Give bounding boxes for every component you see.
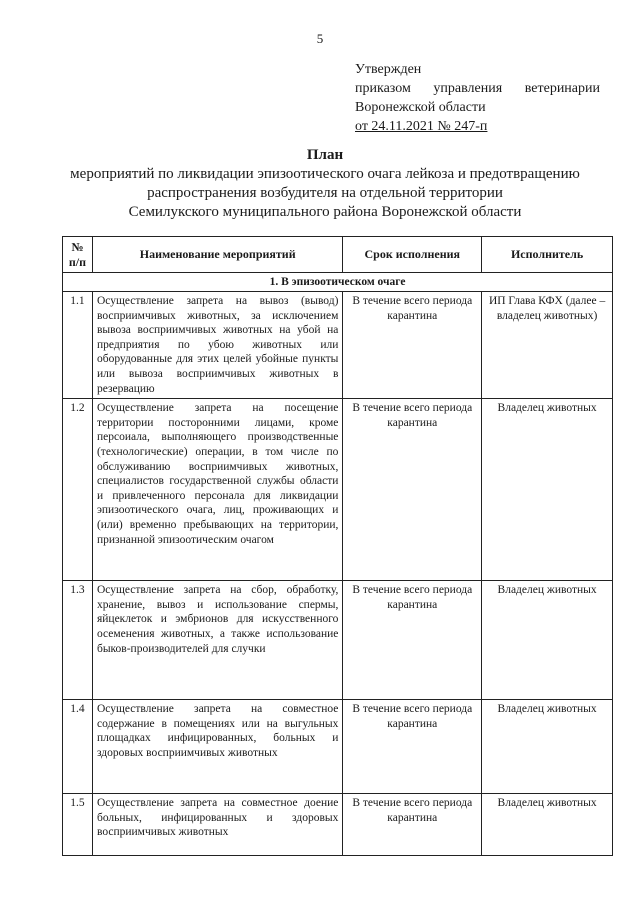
plan-table (62, 236, 613, 856)
table-row (63, 399, 613, 581)
row-executor: Владелец животных (482, 581, 613, 700)
row-name: Осуществление запрета на вывоз (вывод) восприимчивых животных, за исключением вывоза восприимчивых животных на убой на предприятия по убою животных или оборудованные для этих целей убойные пункты или вывоза восприимчивых животных в резервацию (92, 292, 342, 399)
header-term: Срок исполнения (343, 237, 482, 273)
row-name: Осуществление запрета на сбор, обработку, хранение, вывоз и использование спермы, яйцеклеток и эмбрионов для искусственного осеменения животных, а также использование быков-производителей для случки (92, 581, 342, 700)
row-name: Осуществление запрета на посещение территории посторонними лицами, кроме персоиала, выполняющего производственные (технологические) операции, в том числе по обслуживанию восприимчивых животных, специалистов государственной службы области и привлеченного персонала для ликвидации эпизоотического очага, лиц, проживающих и (или) временно пребывающих на территории, признанной эпизоотическим очагом (92, 399, 342, 581)
title-line-3: Семилукского муниципального района Воронежской области (128, 204, 522, 220)
row-executor: ИП Глава КФХ (далее – владелец животных) (482, 292, 613, 399)
row-name: Осуществление запрета на совместное доение больных, инфицированных и здоровых восприимчивых животных (92, 794, 342, 856)
title-line-2: распространения возбудителя на отдельной территории (147, 185, 503, 201)
row-num: 1.1 (63, 292, 93, 399)
table-row (63, 794, 613, 856)
approval-block (355, 60, 600, 136)
row-name: Осуществление запрета на совместное содержание в помещениях или на выгульных площадках инфицированных, больных и здоровых восприимчивых животных (92, 700, 342, 794)
title-line-1: мероприятий по ликвидации эпизоотического очага лейкоза и предотвращению (70, 166, 580, 182)
table-row (63, 700, 613, 794)
table-row (63, 292, 613, 399)
header-name: Наименование мероприятий (92, 237, 342, 273)
section-title: 1. В эпизоотическом очаге (63, 273, 613, 292)
header-executor: Исполнитель (482, 237, 613, 273)
row-num: 1.4 (63, 700, 93, 794)
approval-line-date-number: от 24.11.2021 № 247-п (355, 119, 488, 134)
row-executor: Владелец животных (482, 700, 613, 794)
table-header-row (63, 237, 613, 273)
row-term: В течение всего периода карантина (343, 581, 482, 700)
approval-line-region: Воронежской области (355, 100, 486, 115)
table-row (63, 581, 613, 700)
row-num: 1.5 (63, 794, 93, 856)
row-num: 1.2 (63, 399, 93, 581)
section-row (63, 273, 613, 292)
row-term: В течение всего периода карантина (343, 794, 482, 856)
page-number: 5 (316, 31, 324, 46)
title-heading: План (306, 147, 344, 163)
row-num: 1.3 (63, 581, 93, 700)
row-term: В течение всего периода карантина (343, 399, 482, 581)
row-term: В течение всего периода карантина (343, 700, 482, 794)
approval-line-order: приказом управления ветеринарии (355, 81, 600, 96)
row-term: В течение всего периода карантина (343, 292, 482, 399)
document-title (30, 146, 620, 222)
row-executor: Владелец животных (482, 794, 613, 856)
header-num: № п/п (63, 237, 93, 273)
row-executor: Владелец животных (482, 399, 613, 581)
approval-line-approved: Утвержден (355, 62, 422, 77)
